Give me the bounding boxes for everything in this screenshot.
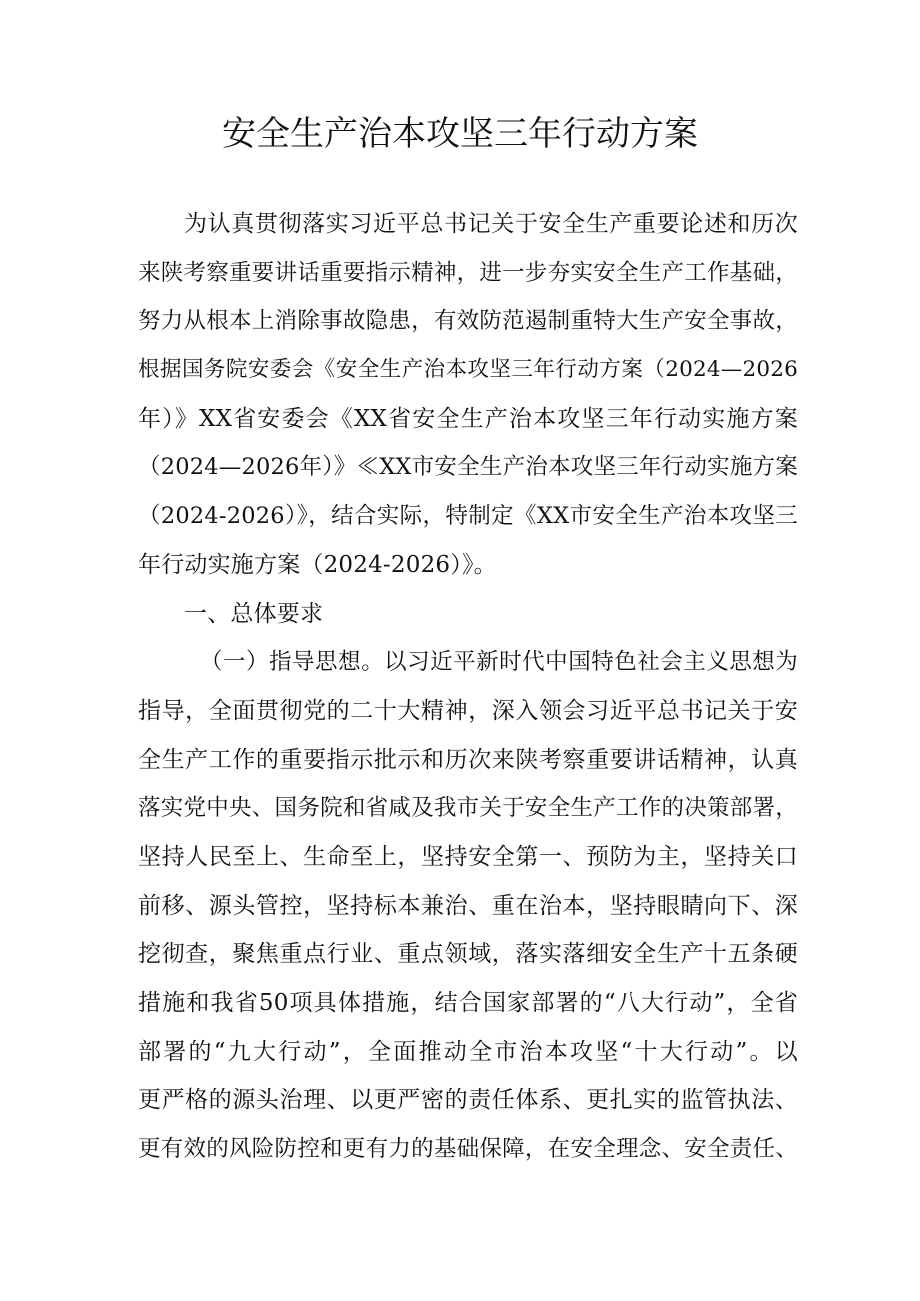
document-body	[138, 200, 798, 1174]
paragraph-line: 坚持人民至上、生命至上，坚持安全第一、预防为主，坚持关口	[138, 843, 798, 870]
paragraph-line: 年）》XX省安委会《XX省安全生产治本攻坚三年行动实施方案	[138, 405, 798, 432]
document-title: 安全生产治本攻坚三年行动方案	[222, 114, 698, 154]
paragraph-line: （2024-2026）》，结合实际，特制定《XX市安全生产治本攻坚三	[138, 503, 798, 530]
paragraph-line: 更严格的源头治理、以更严密的责任体系、更扎实的监管执法、	[138, 1087, 798, 1114]
paragraph-line: 部署的“九大行动”，全面推动全市治本攻坚“十大行动”。以	[138, 1038, 798, 1065]
paragraph-line: 为认真贯彻落实习近平总书记关于安全生产重要论述和历次	[184, 211, 798, 237]
paragraph-line: 努力从根本上消除事故隐患，有效防范遏制重特大生产安全事故，	[138, 308, 798, 335]
paragraph-line: 年行动实施方案（2024-2026）》。	[138, 551, 497, 578]
paragraph-line: 落实党中央、国务院和省咸及我市关于安全生产工作的决策部署，	[138, 795, 798, 822]
paragraph-line: 措施和我省50项具体措施，结合国家部署的“八大行动”，全省	[138, 990, 798, 1016]
paragraph-line: 更有效的风险防控和更有力的基础保障，在安全理念、安全责任、	[138, 1136, 798, 1163]
paragraph-line: 指导，全面贯彻党的二十大精神，深入领会习近平总书记关于安	[138, 697, 798, 724]
paragraph-line: 挖彻查，聚焦重点行业、重点领域，落实落细安全生产十五条硬	[138, 941, 798, 968]
paragraph-line: 全生产工作的重要指示批示和历次来陕考察重要讲话精神，认真	[138, 746, 798, 773]
paragraph-line: （一）指导思想。以习近平新时代中国特色社会主义思想为	[200, 649, 798, 676]
section-heading: 一、总体要求	[184, 600, 324, 627]
paragraph-line: （2024—2026年）》≪XX市安全生产治本攻坚三年行动实施方案	[138, 454, 798, 481]
paragraph-line: 根据国务院安委会《安全生产治本攻坚三年行动方案（2024—2026	[138, 357, 798, 383]
paragraph-line: 来陕考察重要讲话重要指示精神，进一步夯实安全生产工作基础，	[138, 259, 798, 286]
paragraph-line: 前移、源头管控，坚持标本兼治、重在治本，坚持眼睛向下、深	[138, 892, 798, 919]
